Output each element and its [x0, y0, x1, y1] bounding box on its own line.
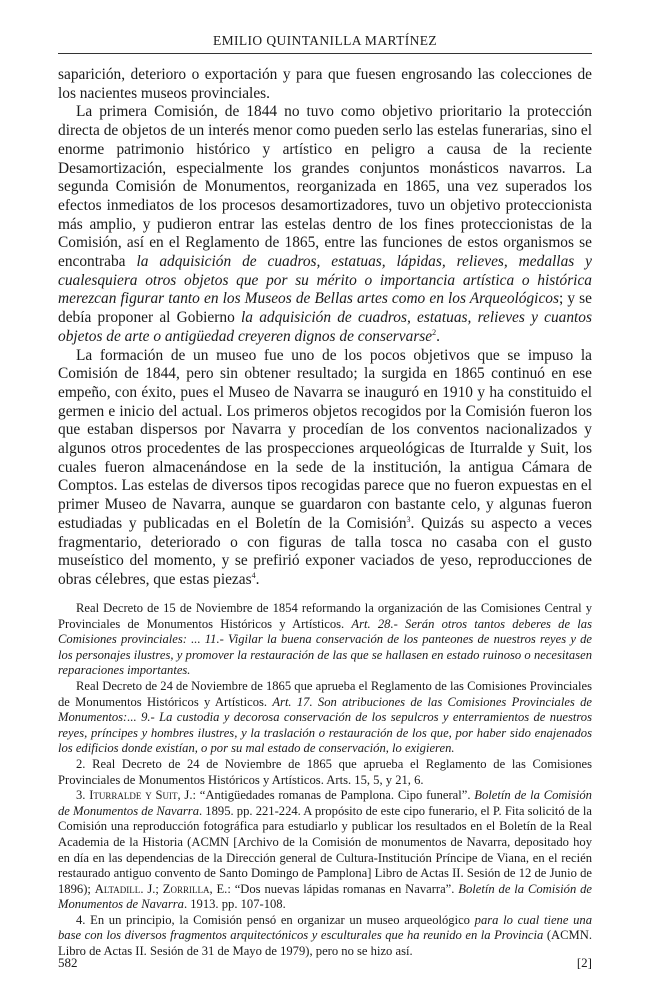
text-run: Real Decreto de 24 de Noviembre de 1865 que aprueba el Reglamento de las Comisiones Provinciales de Monumentos Históricos y Artísticos.	[58, 678, 592, 709]
text-run: . 1913. pp. 107-108.	[183, 897, 286, 912]
text-run: ; y se debía proponer al Gobierno	[58, 290, 592, 327]
page	[58, 0, 592, 1000]
text-run: . J.;	[140, 881, 163, 896]
text-run: La primera Comisión, de 1844 no tuvo como objetivo prioritario la protección directa de objetos de un interés menor como pueden serlo las estelas funerarias, sino el enorme patrimonio histórico y artístico en peligro a causa de la reciente Desamortización, especialmente los grandes conjuntos monásticos navarros. La segunda Comisión de Monumentos, reorganizada en 1865, una vez superados los efectos inmediatos de los procesos desamortizadores, tuvo un objetivo proteccionista más amplio, y pudieron entrar las estelas dentro de los fines proteccionistas de la Comisión, así en el Reglamento de 1865, entre las funciones de estos organismos se encontraba	[58, 103, 592, 271]
text-run: .	[255, 570, 260, 588]
text-run: La formación de un museo fue uno de los pocos objetivos que se impuso la Comisión de 1844, pero sin obtener resultado; la surgida en 1865 continuó en ese empeño, con éxito, pues el Museo de Navarra se inauguró en 1910 y ha constituido el germen e inicio del actual. Los primeros objetos recogidos por la Comisión fueron los que estaban dispersos por Navarra y procedían de los conventos nacionalizados y algunos otros procedentes de las prospecciones arqueológicas de Iturralde y Suit, los cuales fueron almacenándose en la sede de la institución, la antigua Cámara de Comptos. Las estelas de diversos tipos recogidas parece que no fueron expuestas en el primer Museo de Navarra, aunque se guardaron con bastante celo, y algunas fueron estudiadas y publicadas en el Boletín de la Comisión	[58, 346, 592, 532]
footnote	[58, 913, 592, 960]
text-run: , E.: “Dos nuevas lápidas romanas en Navarra”.	[209, 881, 459, 896]
main-text	[58, 66, 592, 590]
section-marker: [2]	[576, 955, 592, 970]
author-name: Zorrilla	[162, 881, 210, 896]
footnote-ref[interactable]: 3	[406, 514, 411, 524]
italic-quote: Art. 28.- Serán otros tantos deberes de las Comisiones provinciales: ... 11.- Vigilar la buena conservación de los panteones de nuestros reyes y de los personajes ilustres, y promover la restauración de las que se hallasen en estado ruinoso o necesitasen reparaciones importantes.	[58, 616, 592, 678]
journal-title: Boletín de la Comisión de Monumentos de Navarra	[58, 881, 593, 912]
footnote	[58, 679, 592, 757]
footnotes	[58, 601, 592, 960]
text-run: .	[436, 327, 440, 345]
paragraph: saparición, deterioro o exportación y para que fuesen engrosando las colecciones de los nacientes museos provinciales.	[58, 66, 592, 102]
text-run: . Quizás su aspecto a veces fragmentario, deteriorado o con figuras de talla tosca no casaba con el gusto museístico del momento, y se prefirió exponer vaciados de yeso, reproducciones de obras célebres, que estas piezas	[58, 514, 592, 588]
italic-quote: para lo cual tiene una base con los diversos fragmentos arquitectónicos y esculturales que ha reunido en la Provincia	[58, 912, 592, 943]
footnote: 2. Real Decreto de 24 de Noviembre de 1865 que aprueba el Reglamento de las Comisiones Provinciales de Monumentos Históricos y Artísticos. Arts. 15, 5, y 21, 6.	[58, 756, 592, 787]
italic-quote: Art. 17. Son atribuciones de las Comisiones Provinciales de Monumentos:... 9.- La custodia y decorosa conservación de los sepulcros y enterramientos de nuestros reyes, príncipes y hombres ilustres, y la traslación o restauración de los que, por haber sido enajenados los edificios donde existían, o por su mal estado de conservación, lo exigieren.	[58, 694, 592, 756]
journal-title: Boletín de la Comisión de Monumentos de Navarra	[58, 788, 592, 818]
paragraph	[58, 103, 592, 346]
text-run: 3.	[76, 788, 90, 803]
footnote	[58, 601, 592, 679]
text-run: (ACMN. Libro de Actas II. Sesión de 31 de Mayo de 1979), pero no se hizo así.	[58, 928, 592, 959]
text-run: . 1895. pp. 221-224. A propósito de este cipo funerario, el P. Fita solicitó de la Comisión una reproducción fotográfica para estudiarlo y publicar los resultados en el Boletín de la Real Academia de la Historia (ACMN [Archivo de la Comisión de monumentos de Navarra, depositado hoy en día en las dependencias de la Dirección general de Cultura-Institución Príncipe de Viana, en el recién restaurado antiguo convento de Santo Domingo de Pamplona] Libro de Actas II. Sesión de 12 de Junio de 1896);	[58, 803, 592, 896]
text-run: 4. En un principio, la Comisión pensó en organizar un museo arqueológico	[76, 912, 475, 927]
text-run: , J.: “Antigüedades romanas de Pamplona. Cipo funeral”.	[177, 788, 475, 803]
footnote	[58, 788, 592, 913]
running-head: EMILIO QUINTANILLA MARTÍNEZ	[212, 33, 438, 48]
header-rule	[58, 53, 592, 54]
paragraph	[58, 347, 592, 590]
italic-quote: la adquisición de cuadros, estatuas, relieves y cuantos objetos de arte o antigüedad creyeren dignos de conservarse	[58, 309, 592, 345]
italic-quote: la adquisición de cuadros, estatuas, lápidas, relieves, medallas y cualesquiera otros objetos que por su mérito o importancia artística o histórica merezcan figurar tanto en los Museos de Bellas artes como en los Arqueológicos	[58, 253, 593, 308]
author-name: Iturralde y Suit	[89, 788, 178, 803]
text-run: Real Decreto de 15 de Noviembre de 1854 reformando la organización de las Comisiones Central y Provinciales de Monumentos Históricos y Artísticos.	[58, 601, 592, 631]
page-number: 582	[58, 955, 78, 970]
author-name: Altadill	[94, 881, 141, 896]
footnote-ref[interactable]: 2	[432, 327, 437, 337]
footnote-ref[interactable]: 4	[251, 570, 256, 580]
